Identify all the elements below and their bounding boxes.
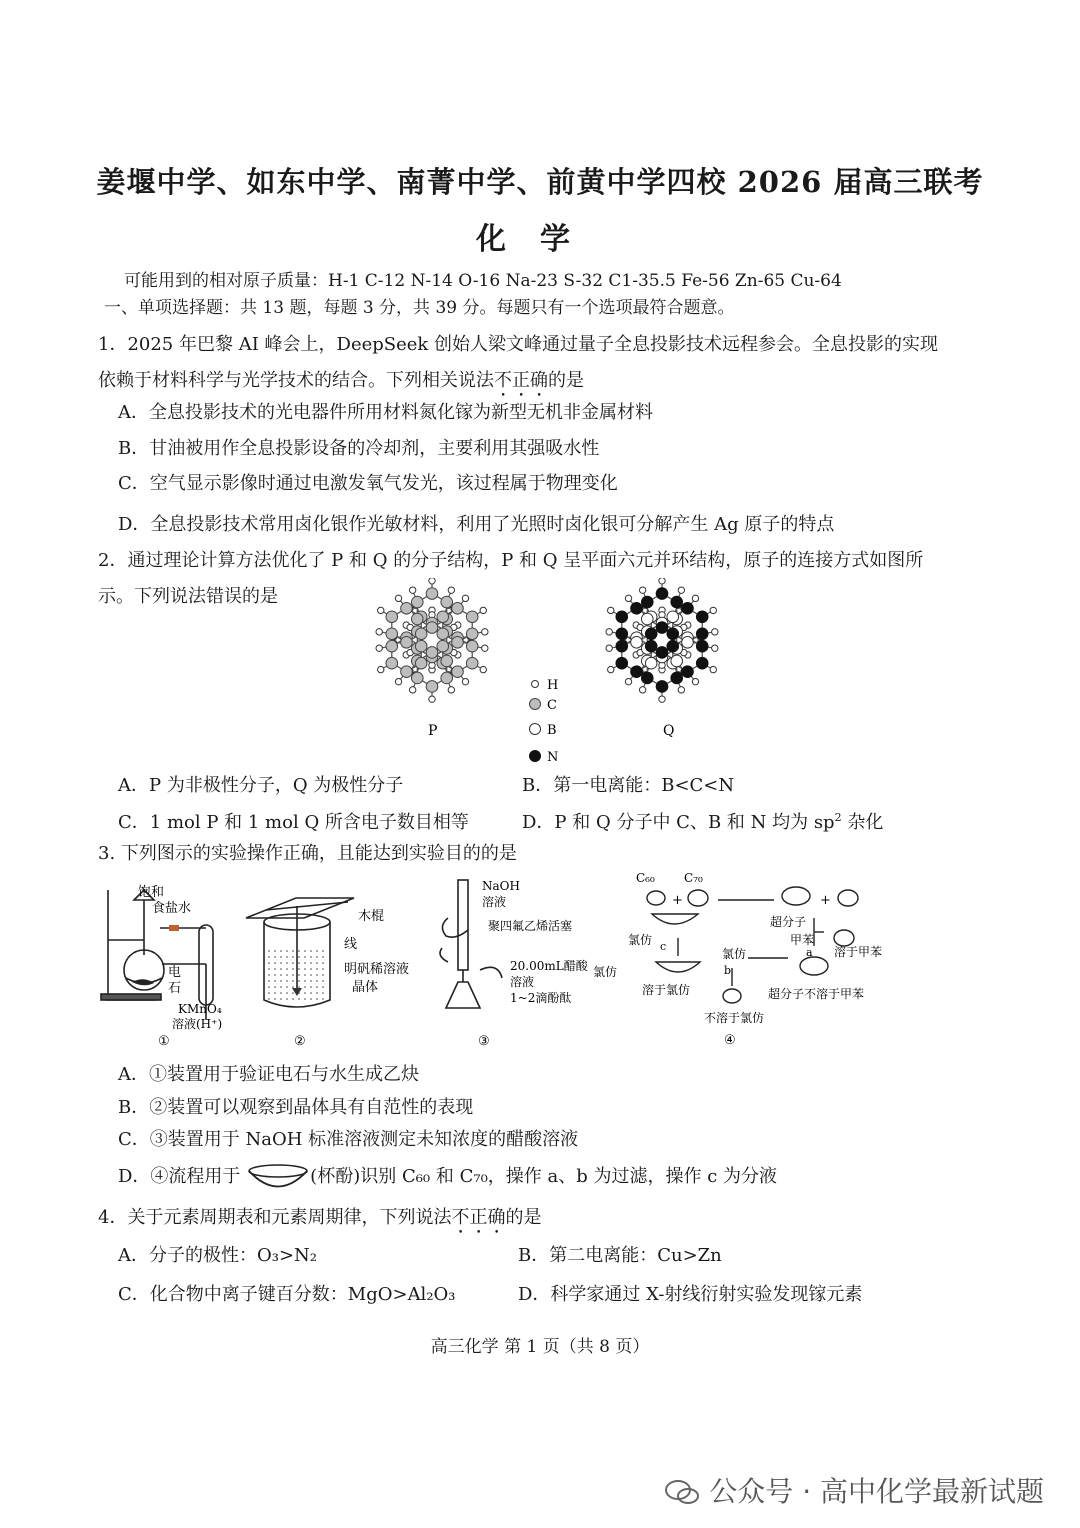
svg-text:石: 石 bbox=[168, 981, 182, 996]
svg-text:超分子: 超分子 bbox=[770, 915, 807, 929]
atom-n bbox=[645, 640, 657, 652]
svg-text:甲苯: 甲苯 bbox=[790, 933, 815, 947]
atom-n bbox=[671, 672, 683, 684]
svg-text:溶液: 溶液 bbox=[482, 895, 507, 909]
svg-text:KMnO₄: KMnO₄ bbox=[178, 1002, 222, 1016]
atom-c bbox=[441, 596, 453, 608]
q4-option-d: D．科学家通过 X-射线衍射实验发现镓元素 bbox=[518, 1284, 863, 1305]
atom-c bbox=[401, 636, 413, 648]
atom-n bbox=[616, 657, 628, 669]
svg-text:溶液(H⁺): 溶液(H⁺) bbox=[172, 1017, 223, 1031]
atom-c bbox=[415, 657, 427, 669]
svg-text:溶液: 溶液 bbox=[510, 975, 535, 989]
atom-h bbox=[448, 687, 454, 693]
atom-n bbox=[682, 666, 694, 678]
atom-n bbox=[667, 628, 679, 640]
watermark: 公众号 · 高中化学最新试题 bbox=[664, 1470, 1044, 1510]
svg-text:①: ① bbox=[158, 1034, 170, 1049]
atom-n bbox=[656, 647, 668, 659]
q3-stem: 3. 下列图示的实验操作正确，且能达到实验目的的是 bbox=[98, 843, 517, 864]
atom-n bbox=[682, 602, 694, 614]
atom-h bbox=[659, 578, 665, 584]
atom-b bbox=[631, 636, 643, 648]
atom-c bbox=[452, 666, 464, 678]
atom-n bbox=[616, 611, 628, 623]
atom-c bbox=[386, 628, 398, 640]
atom-h bbox=[678, 587, 684, 593]
atom-c bbox=[441, 655, 453, 667]
molecule-q bbox=[606, 578, 718, 702]
atom-h bbox=[659, 696, 665, 702]
atom-c bbox=[466, 611, 478, 623]
q3-figure-2-crystal bbox=[236, 870, 436, 1050]
atom-n bbox=[631, 666, 643, 678]
atom-h bbox=[378, 666, 384, 672]
atom-h bbox=[639, 687, 645, 693]
svg-text:C₆₀: C₆₀ bbox=[636, 871, 655, 885]
q3-option-b: B．②装置可以观察到晶体具有自范性的表现 bbox=[118, 1097, 474, 1118]
q4-option-a: A．分子的极性：O₃>N₂ bbox=[118, 1245, 318, 1266]
subject-title: 化学 bbox=[476, 222, 604, 257]
atom-c bbox=[426, 622, 438, 634]
q1-stem-line2: 依赖于材料科学与光学技术的结合。下列相关说法不正确的是 bbox=[98, 370, 584, 391]
atom-b bbox=[645, 657, 657, 669]
molecule-p bbox=[376, 578, 488, 702]
atom-h bbox=[608, 607, 614, 613]
atom-h bbox=[395, 595, 401, 601]
atom-n bbox=[656, 622, 668, 634]
q3-figure-3-titration bbox=[428, 870, 618, 1050]
atom-h bbox=[409, 687, 415, 693]
atom-c bbox=[452, 636, 464, 648]
wechat-icon bbox=[664, 1478, 700, 1506]
page-footer: 高三化学 第 1 页（共 8 页） bbox=[430, 1337, 650, 1357]
svg-text:溶于甲苯: 溶于甲苯 bbox=[834, 945, 883, 959]
atom-c bbox=[401, 666, 413, 678]
q3-option-d: D．④流程用于 (杯酚)识别 C₆₀ 和 C₇₀，操作 a、b 为过滤，操作 c 为分液 bbox=[118, 1162, 777, 1192]
atom-c bbox=[411, 672, 423, 684]
svg-text:③: ③ bbox=[478, 1034, 490, 1049]
atom-n bbox=[656, 588, 668, 600]
svg-text:N: N bbox=[547, 750, 559, 765]
q3-option-a: A．①装置用于验证电石与水生成乙炔 bbox=[118, 1064, 419, 1085]
svg-text:B: B bbox=[547, 723, 557, 738]
atom-n bbox=[645, 628, 657, 640]
svg-text:②: ② bbox=[294, 1034, 306, 1049]
atom-n bbox=[667, 640, 679, 652]
atom-h bbox=[625, 678, 631, 684]
q2-option-d: D．P 和 Q 分子中 C、B 和 N 均为 $sp^2$ 杂化 bbox=[522, 811, 884, 833]
atom-h bbox=[429, 578, 435, 584]
atom-h bbox=[448, 587, 454, 593]
atom-c bbox=[426, 681, 438, 693]
svg-text:溶于氯仿: 溶于氯仿 bbox=[642, 983, 691, 997]
q2-molecule-figure bbox=[350, 578, 750, 768]
q1-option-c: C．空气显示影像时通过电激发氧气发光，该过程属于物理变化 bbox=[118, 473, 618, 494]
atom-h bbox=[608, 666, 614, 672]
q1-option-a: A．全息投影技术的光电器件所用材料氮化镓为新型无机非金属材料 bbox=[118, 402, 653, 423]
svg-text:④: ④ bbox=[724, 1033, 736, 1048]
q2-option-a: A．P 为非极性分子，Q 为极性分子 bbox=[118, 775, 404, 796]
atomic-masses: 可能用到的相对原子质量：H-1 C-12 N-14 O-16 Na-23 S-32 C1-35.5 Fe-56 Zn-65 Cu-64 bbox=[124, 271, 842, 291]
svg-text:氯仿: 氯仿 bbox=[722, 947, 747, 961]
svg-text:晶体: 晶体 bbox=[352, 980, 379, 995]
atom-h bbox=[376, 645, 382, 651]
atom-h bbox=[376, 629, 382, 635]
q2-stem-line1: 2．通过理论计算方法优化了 P 和 Q 的分子结构，P 和 Q 呈平面六元并环结构，原子的连接方式如图所 bbox=[98, 550, 924, 571]
atom-h bbox=[710, 666, 716, 672]
emphasis-not-correct: 不正确 bbox=[494, 370, 548, 391]
q1-stem-line1: 1．2025 年巴黎 AI 峰会上，DeepSeek 创始人梁文峰通过量子全息投影技术远程参会。全息投影的实现 bbox=[98, 334, 939, 355]
svg-text:聚四氟乙烯活塞: 聚四氟乙烯活塞 bbox=[488, 919, 573, 933]
atom-c bbox=[466, 657, 478, 669]
svg-text:食盐水: 食盐水 bbox=[152, 901, 192, 916]
svg-text:超分子不溶于甲苯: 超分子不溶于甲苯 bbox=[768, 987, 865, 1001]
q2-stem-line2: 示。下列说法错误的是 bbox=[98, 586, 278, 607]
atom-n bbox=[641, 672, 653, 684]
atom-legend bbox=[530, 678, 559, 765]
svg-text:NaOH: NaOH bbox=[482, 879, 520, 893]
atom-h bbox=[606, 629, 612, 635]
atom-b bbox=[671, 655, 683, 667]
atom-h bbox=[462, 678, 468, 684]
svg-text:20.00mL醋酸: 20.00mL醋酸 bbox=[510, 959, 588, 973]
atom-c bbox=[411, 613, 423, 625]
svg-text:+: + bbox=[820, 893, 831, 908]
svg-text:明矾稀溶液: 明矾稀溶液 bbox=[344, 962, 410, 977]
label-p: P bbox=[428, 723, 438, 739]
atom-c bbox=[437, 628, 449, 640]
atom-c bbox=[386, 657, 398, 669]
svg-text:c: c bbox=[660, 940, 667, 953]
atom-h bbox=[462, 595, 468, 601]
svg-text:氯仿: 氯仿 bbox=[593, 965, 618, 979]
atom-h bbox=[692, 595, 698, 601]
svg-text:H: H bbox=[547, 678, 559, 693]
atom-n bbox=[616, 628, 628, 640]
atom-h bbox=[710, 607, 716, 613]
atom-c bbox=[452, 602, 464, 614]
emphasis-not-correct: 不正确 bbox=[451, 1207, 506, 1228]
atom-h bbox=[692, 678, 698, 684]
label-q: Q bbox=[663, 723, 675, 739]
atom-n bbox=[631, 602, 643, 614]
atom-n bbox=[616, 640, 628, 652]
q3-figure-4-flow bbox=[628, 864, 928, 1050]
atom-h bbox=[395, 678, 401, 684]
svg-text:a: a bbox=[806, 946, 813, 959]
atom-n bbox=[696, 628, 708, 640]
svg-text:饱和: 饱和 bbox=[138, 885, 165, 900]
atom-h bbox=[639, 587, 645, 593]
q2-option-c: C．1 mol P 和 1 mol Q 所含电子数目相等 bbox=[118, 812, 469, 833]
atom-c bbox=[415, 640, 427, 652]
atom-h bbox=[429, 696, 435, 702]
atom-n bbox=[696, 640, 708, 652]
svg-text:木棍: 木棍 bbox=[358, 909, 385, 924]
atom-b bbox=[667, 611, 679, 623]
exam-title: 姜堰中学、如东中学、南菁中学、前黄中学四校 2026 届高三联考 bbox=[96, 165, 984, 199]
atom-h bbox=[482, 629, 488, 635]
atom-c bbox=[466, 628, 478, 640]
svg-text:不溶于氯仿: 不溶于氯仿 bbox=[704, 1011, 765, 1025]
atom-c bbox=[386, 640, 398, 652]
q1-option-b: B．甘油被用作全息投影设备的冷却剂，主要利用其强吸水性 bbox=[118, 438, 600, 459]
atom-n bbox=[641, 596, 653, 608]
atom-c bbox=[411, 596, 423, 608]
atom-h bbox=[712, 645, 718, 651]
q3-option-c: C．③装置用于 NaOH 标准溶液测定未知浓度的醋酸溶液 bbox=[118, 1129, 579, 1150]
atom-h bbox=[378, 607, 384, 613]
atom-n bbox=[696, 611, 708, 623]
svg-text:b: b bbox=[724, 964, 732, 977]
atom-h bbox=[482, 645, 488, 651]
atom-c bbox=[466, 640, 478, 652]
svg-text:电: 电 bbox=[168, 965, 182, 980]
atom-h bbox=[625, 595, 631, 601]
q1-option-d: D．全息投影技术常用卤化银作光敏材料，利用了光照时卤化银可分解产生 Ag 原子的特点 bbox=[118, 514, 835, 535]
q4-stem: 4．关于元素周期表和元素周期律，下列说法不正确的是 bbox=[98, 1207, 542, 1228]
atom-c bbox=[426, 647, 438, 659]
atom-h bbox=[712, 629, 718, 635]
cup-phenol-icon bbox=[246, 1162, 310, 1192]
atom-h bbox=[480, 607, 486, 613]
svg-text:C₇₀: C₇₀ bbox=[684, 871, 703, 885]
atom-h bbox=[678, 687, 684, 693]
q4-option-c: C．化合物中离子键百分数：MgO>Al₂O₃ bbox=[118, 1284, 456, 1305]
atom-c bbox=[401, 602, 413, 614]
q4-option-b: B．第二电离能：Cu>Zn bbox=[518, 1245, 722, 1266]
atom-n bbox=[656, 681, 668, 693]
atom-h bbox=[606, 645, 612, 651]
atom-c bbox=[437, 640, 449, 652]
atom-b bbox=[682, 636, 694, 648]
section-heading: 一、单项选择题：共 13 题，每题 3 分，共 39 分。每题只有一个选项最符合题意。 bbox=[104, 298, 735, 318]
svg-text:线: 线 bbox=[344, 937, 358, 952]
atom-h bbox=[409, 587, 415, 593]
atom-n bbox=[671, 596, 683, 608]
svg-text:氯仿: 氯仿 bbox=[628, 933, 653, 947]
atom-h bbox=[480, 666, 486, 672]
q2-option-b: B．第一电离能：B<C<N bbox=[522, 775, 735, 796]
atom-n bbox=[696, 657, 708, 669]
atom-c bbox=[441, 672, 453, 684]
svg-text:1~2滴酚酞: 1~2滴酚酞 bbox=[510, 991, 572, 1005]
atom-b bbox=[641, 613, 653, 625]
atom-c bbox=[426, 588, 438, 600]
svg-text:+: + bbox=[672, 893, 683, 908]
svg-text:C: C bbox=[547, 698, 557, 713]
atom-c bbox=[415, 628, 427, 640]
atom-c bbox=[437, 611, 449, 623]
q3-figure-1-apparatus bbox=[96, 870, 246, 1050]
atom-c bbox=[386, 611, 398, 623]
